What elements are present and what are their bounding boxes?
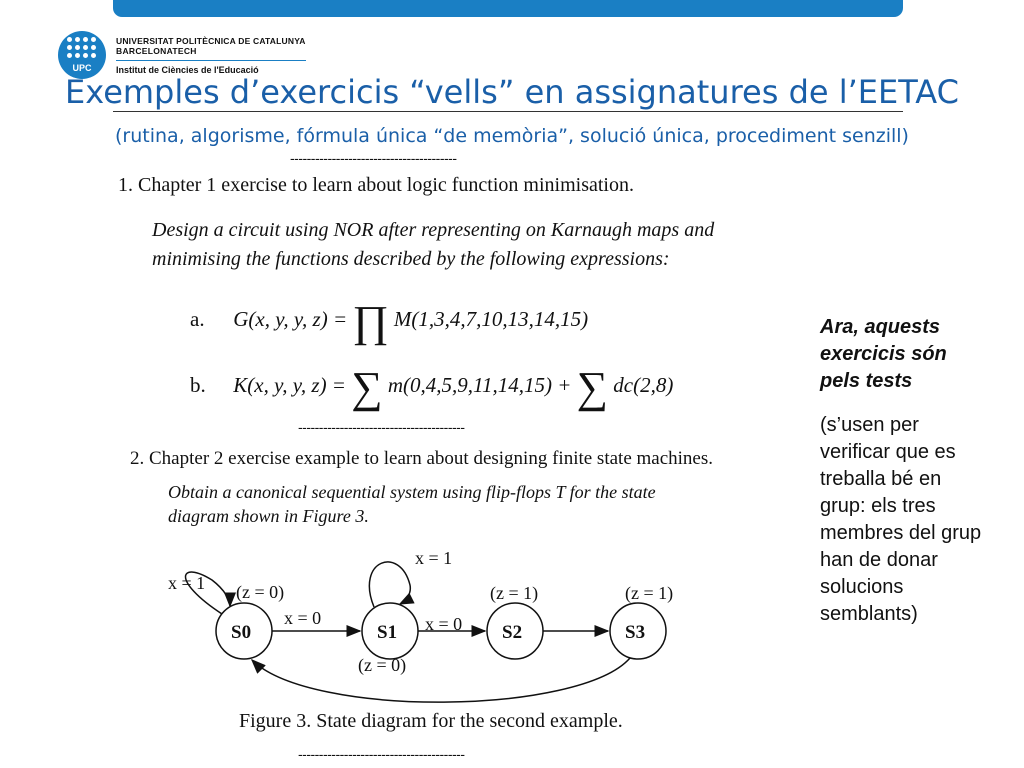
label-s0-out: (z = 0) [236,582,285,602]
edge-s3-s0 [252,658,630,702]
state-s1-label: S1 [377,622,398,643]
state-s2-label: S2 [502,622,523,643]
separator-2: ---------------------------------------- [298,419,465,435]
logo-university: UNIVERSITAT POLITÈCNICA DE CATALUNYA [116,36,306,46]
state-s3-label: S3 [625,622,646,643]
formula-a-label: a. [190,307,205,331]
exercise1-body-line: minimising the functions described by the following expressions: [152,248,670,270]
formula-a [190,296,588,347]
sum-symbol-2: ∑ [576,363,608,412]
label-s1-s2: x = 0 [425,614,463,634]
side-note [820,314,1020,628]
logo-institute: Institut de Ciències de l'Educació [116,65,259,75]
exercise2-heading: 2. Chapter 2 exercise example to learn about designing finite state machines. [130,448,713,469]
formula-a-rhs: M(1,3,4,7,10,13,14,15) [393,307,589,331]
side-note-line: Ara, aquests [820,316,941,338]
header-bar [113,0,903,17]
logo-mark-text: UPC [72,63,92,73]
title-underline [113,111,903,112]
side-note-line: membres del grup [820,522,982,544]
figure-caption: Figure 3. State diagram for the second example. [239,710,623,732]
page-subtitle: (rutina, algorisme, fórmula única “de memòria”, solució única, procediment senzill) [115,125,909,147]
side-note-line: pels tests [820,370,913,392]
side-note-line: exercicis són [820,343,947,365]
upc-logo-mark [58,31,106,79]
exercise1-body [152,216,714,274]
label-s2-out: (z = 1) [490,583,539,603]
formula-b-label: b. [190,373,206,397]
exercise2-body-line: diagram shown in Figure 3. [168,506,369,526]
separator-3: ---------------------------------------- [298,746,465,762]
side-note-bold [820,314,1020,395]
separator-1: ---------------------------------------- [290,150,457,166]
side-note-line: verificar que es [820,441,956,463]
formula-b-lhs: K(x, y, y, z) = [233,373,346,397]
logo-divider [116,60,306,61]
product-symbol: ∏ [352,297,389,346]
side-note-normal [820,412,1020,628]
formula-b [190,362,673,413]
state-diagram [160,540,720,730]
side-note-line: han de donar [820,549,938,571]
formula-b-rhs: dc(2,8) [613,373,674,397]
page-title: Exemples d’exercicis “vells” en assignatures de l’EETAC [65,73,959,111]
label-s0-self: x = 1 [168,573,206,593]
sum-symbol: ∑ [351,363,383,412]
self-loop-s1 [369,562,410,607]
upc-logo [58,31,318,79]
state-s0-label: S0 [231,622,252,643]
exercise1-heading: 1. Chapter 1 exercise to learn about logic function minimisation. [118,174,634,196]
side-note-line: grup: els tres [820,495,936,517]
side-note-line: solucions [820,576,904,598]
logo-text [116,36,316,75]
formula-a-lhs: G(x, y, y, z) = [233,307,348,331]
exercise1-body-line: Design a circuit using NOR after representing on Karnaugh maps and [152,219,715,241]
logo-campus: BARCELONATECH [116,46,197,56]
side-note-line: treballa bé en [820,468,942,490]
logo-dots-icon [67,37,97,61]
formula-b-mid: m(0,4,5,9,11,14,15) + [387,373,572,397]
label-s1-self: x = 1 [415,548,453,568]
label-s1-out: (z = 0) [358,655,407,675]
side-note-line: (s’usen per [820,414,919,436]
exercise2-body [168,480,656,528]
label-s0-s1: x = 0 [284,608,322,628]
label-s3-out: (z = 1) [625,583,674,603]
side-note-line: semblants) [820,603,918,625]
exercise2-body-line: Obtain a canonical sequential system using flip-flops T for the state [168,482,656,502]
